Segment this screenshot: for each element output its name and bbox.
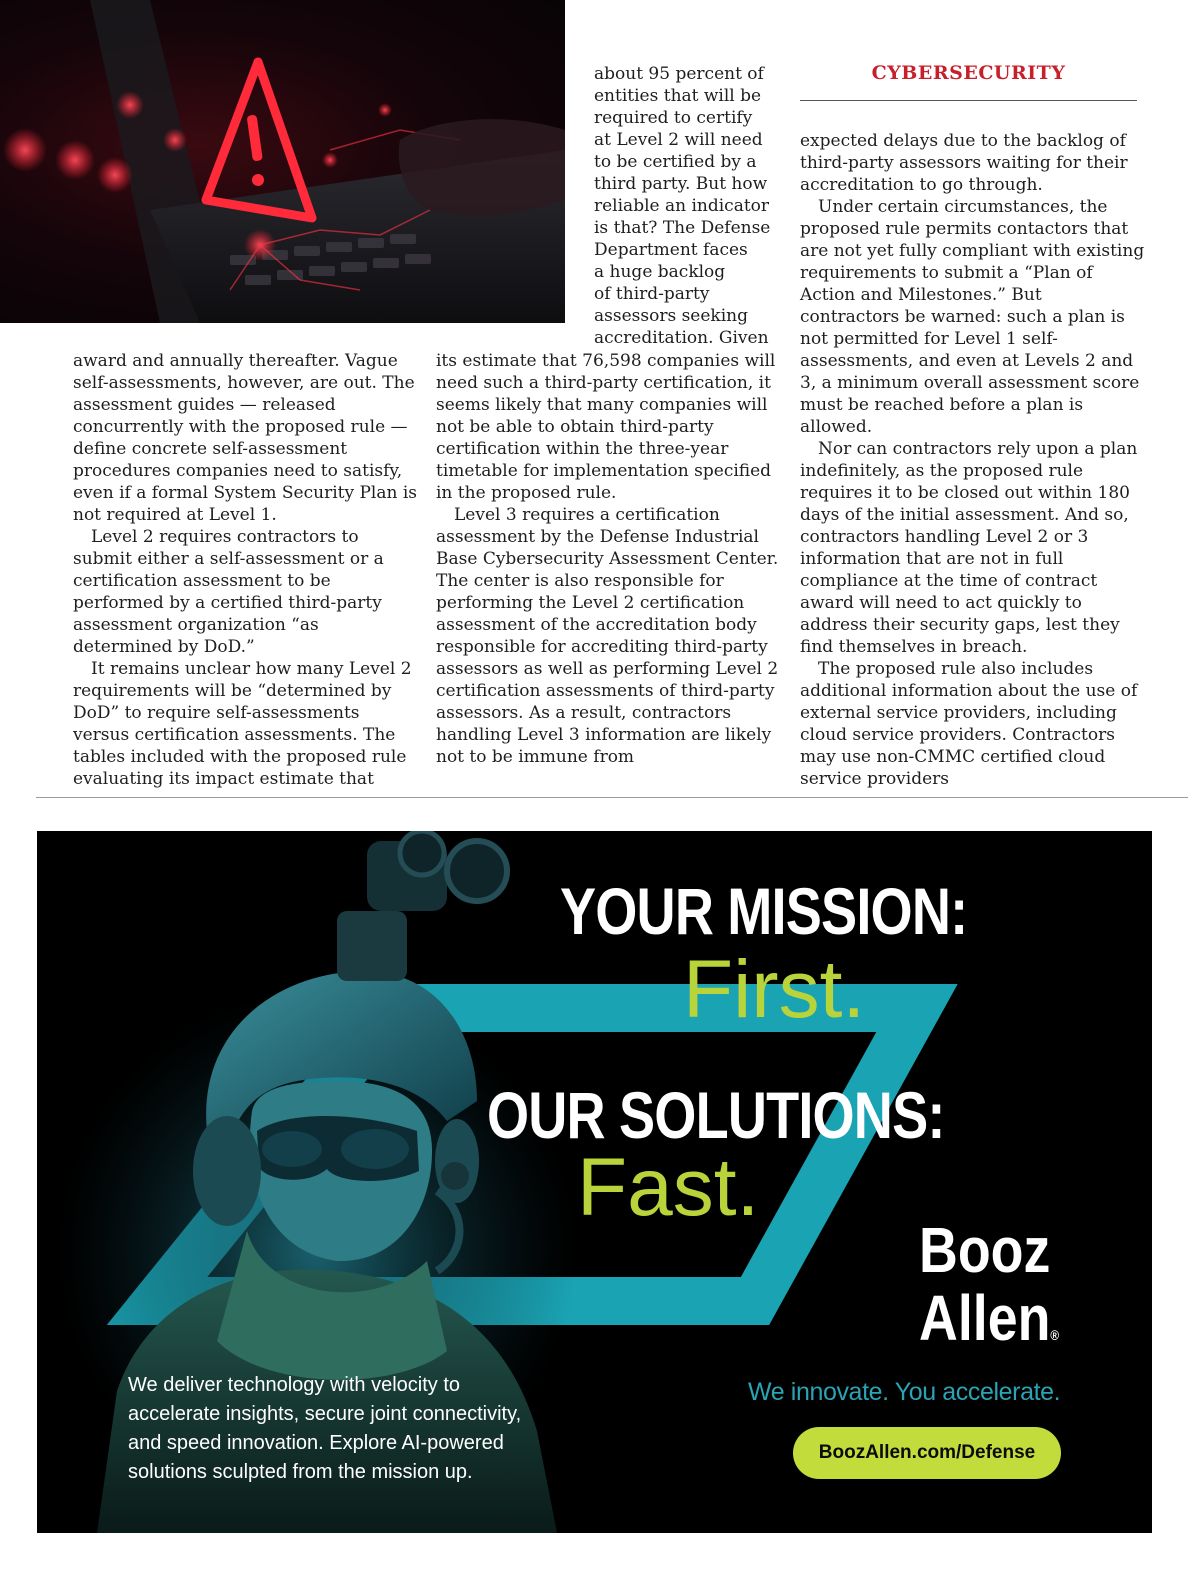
paragraph: expected delays due to the backlog of third-party assessors waiting for their accreditation to go through.: [800, 131, 1128, 195]
brand-line-1: Booz: [919, 1214, 1051, 1286]
paragraph: Level 2 requires contractors to submit either a self-assessment or a certification assessment to be performed by a certified third-party assessment organization “as determined by DoD.”: [73, 527, 384, 657]
paragraph: Under certain circumstances, the proposed rule permits contactors that are not yet fully compliant with existing requirements to submit a “Plan of Action and Milestones.” But contractors be warned: such a plan is not permitted for Level 1 self-assessments, and even at Levels 2 and 3, a minimum overall assessment score must be reached before a plan is allowed.: [800, 197, 1145, 437]
ad-body-line: and speed innovation. Explore AI-powered: [128, 1432, 504, 1454]
text-line: at Level 2 will need: [594, 130, 763, 150]
text-line: of third-party: [594, 284, 710, 304]
ad-body-copy: [128, 1371, 598, 1487]
paragraph: Nor can contractors rely upon a plan indefinitely, as the proposed rule requires it to be closed out within 180 days of the initial assessment. And so, contractors handling Level 2 or 3 information that are not in full compliance at the time of contract award will need to act quickly to address their security gaps, lest they find themselves in breach.: [800, 439, 1138, 657]
booz-allen-logo: [919, 1216, 1059, 1369]
text-line: Department faces: [594, 240, 748, 260]
article-column-a: [73, 350, 418, 790]
ad-headline-1: YOUR MISSION:: [560, 874, 968, 948]
paragraph: It remains unclear how many Level 2 requirements will be “determined by DoD” to require self-assessments versus certification assessments. The tables included with the proposed rule evaluating its impact estimate that: [73, 659, 412, 789]
page-divider: [36, 797, 1188, 798]
article-column-b: [436, 350, 781, 768]
ad-body-line: We deliver technology with velocity to: [128, 1374, 461, 1396]
ad-accent-2: Fast.: [577, 1142, 760, 1233]
ad-accent-1: First.: [683, 944, 866, 1035]
text-line: third party. But how: [594, 174, 768, 194]
booz-allen-advertisement: [37, 831, 1152, 1533]
section-divider: [800, 100, 1137, 101]
paragraph: The proposed rule also includes additional information about the use of external service providers, including cloud service providers. Contractors may use non-CMMC certified cloud service providers: [800, 659, 1138, 789]
text-line: about 95 percent of: [594, 64, 764, 84]
text-line: required to certify: [594, 108, 753, 128]
ad-tagline: We innovate. You accelerate.: [748, 1378, 1061, 1406]
ad-headline-2: OUR SOLUTIONS:: [487, 1078, 945, 1152]
paragraph: Level 3 requires a certification assessment by the Defense Industrial Base Cybersecurity Assessment Center. The center is also responsible for performing the Level 2 certification assessment of the accreditation body responsible for accrediting third-party assessors as well as performing Level 2 certification assessments of third-party assessors. As a result, contractors handling Level 3 information are likely not to be immune from: [436, 505, 779, 767]
section-tag: CYBERSECURITY: [871, 62, 1066, 84]
article-column-c: [800, 130, 1145, 790]
text-line: entities that will be: [594, 86, 762, 106]
warning-laptop-illustration: [0, 0, 565, 323]
paragraph: award and annually thereafter. Vague self-assessments, however, are out. The assessment guides — released concurrently with the proposed rule — define concrete self-assessment procedures companies need to satisfy, even if a formal System Security Plan is not required at Level 1.: [73, 351, 417, 525]
text-line: to be certified by a: [594, 152, 757, 172]
cta-link-button[interactable]: BoozAllen.com/Defense: [793, 1427, 1061, 1479]
text-line: accreditation. Given: [594, 328, 769, 348]
ad-body-line: solutions sculpted from the mission up.: [128, 1461, 473, 1483]
hero-photo: [0, 0, 565, 323]
ad-body-line: accelerate insights, secure joint connectivity,: [128, 1403, 522, 1425]
text-line: is that? The Defense: [594, 218, 771, 238]
text-line: assessors seeking: [594, 306, 748, 326]
text-line: a huge backlog: [594, 262, 726, 282]
article-column-b-top: [594, 63, 784, 349]
paragraph: its estimate that 76,598 companies will need such a third-party certification, it seems likely that many companies will not be able to obtain third-party certification within the three-year timetable for implementation specified in the proposed rule.: [436, 351, 776, 503]
text-line: reliable an indicator: [594, 196, 770, 216]
brand-line-2: Allen®: [919, 1282, 1060, 1354]
